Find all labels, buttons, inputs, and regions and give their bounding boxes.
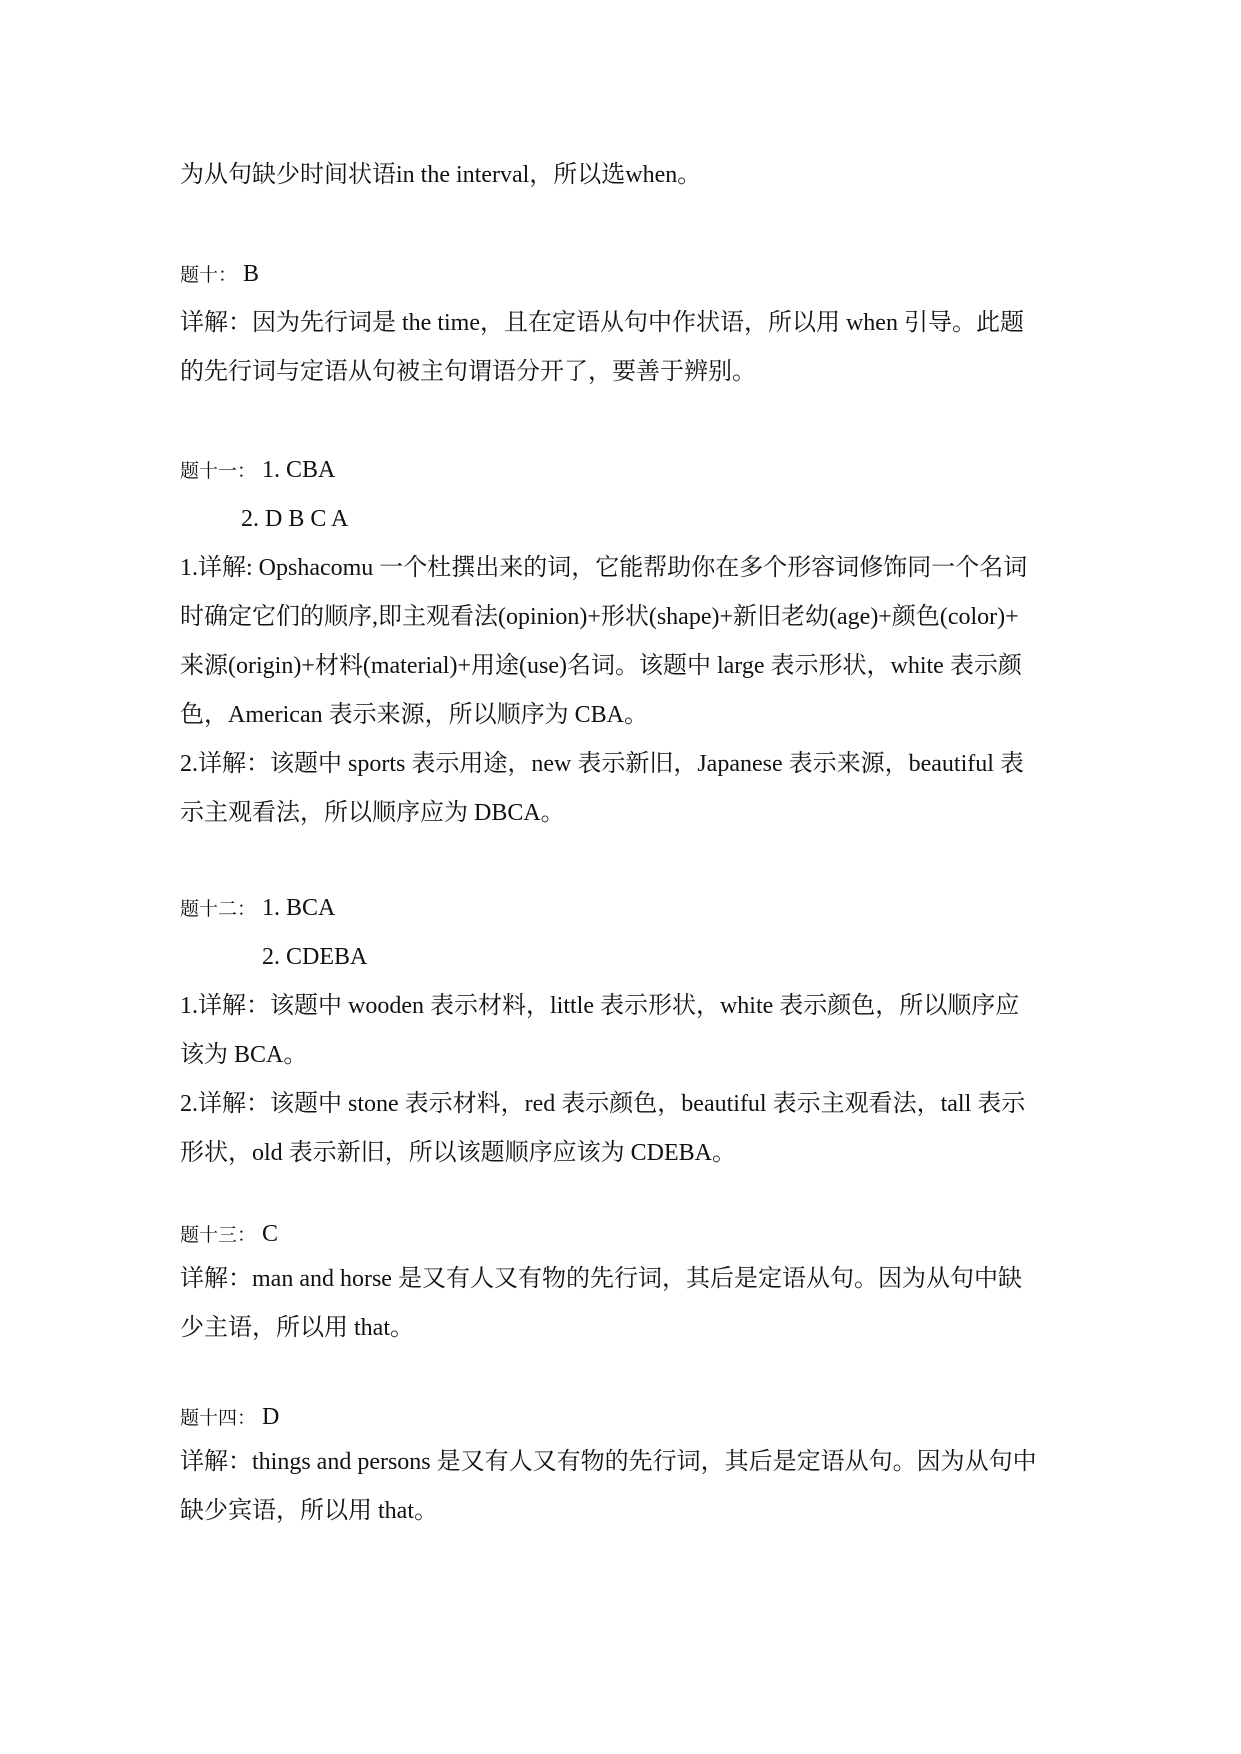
text-line: 1.详解: Opshacomu 一个杜撰出来的词，它能帮助你在多个形容词修饰同一个名词 <box>180 555 1028 581</box>
text-line: 示主观看法，所以顺序应为 DBCA。 <box>180 800 565 826</box>
question-label: 题十二： <box>180 899 257 920</box>
text-line: 为从句缺少时间状语in the interval，所以选when。 <box>180 162 702 188</box>
question-answer: 1. CBA <box>262 457 336 483</box>
question-14-header <box>180 1401 279 1435</box>
question-12-header <box>180 892 335 926</box>
text-line: 时确定它们的顺序,即主观看法(opinion)+形状(shape)+新旧老幼(age)+颜色(color)+ <box>180 604 1019 630</box>
question-answer: C <box>262 1221 279 1247</box>
question-label: 题十一： <box>180 461 257 482</box>
text-line: 形状，old 表示新旧，所以该题顺序应该为 CDEBA。 <box>180 1140 737 1166</box>
text-line: 少主语，所以用 that。 <box>180 1315 414 1341</box>
question-answer: D <box>262 1404 280 1430</box>
text-line: 色，American 表示来源，所以顺序为 CBA。 <box>180 702 648 728</box>
question-13-header <box>180 1218 278 1252</box>
text-line: 2.详解：该题中 stone 表示材料，red 表示颜色，beautiful 表示主观看法，tall 表示 <box>180 1091 1026 1117</box>
text-line: 1.详解：该题中 wooden 表示材料，little 表示形状，white 表示颜色，所以顺序应 <box>180 993 1020 1019</box>
question-answer: B <box>243 261 260 287</box>
question-11-header <box>180 454 335 488</box>
text-line: 详解：因为先行词是 the time，且在定语从句中作状语，所以用 when 引导。此题 <box>180 310 1024 336</box>
question-answer-2: 2. CDEBA <box>262 944 368 970</box>
question-label: 题十： <box>180 265 238 286</box>
question-10-header <box>180 258 259 292</box>
text-line: 2.详解：该题中 sports 表示用途，new 表示新旧，Japanese 表示来源，beautiful 表 <box>180 751 1024 777</box>
text-line: 来源(origin)+材料(material)+用途(use)名词。该题中 large 表示形状，white 表示颜 <box>180 653 1022 679</box>
text-line: 的先行词与定语从句被主句谓语分开了，要善于辨别。 <box>180 359 756 385</box>
question-answer-2: 2. D B C A <box>241 506 349 532</box>
text-line: 缺少宾语，所以用 that。 <box>180 1498 438 1524</box>
text-line: 详解：man and horse 是又有人又有物的先行词，其后是定语从句。因为从句中缺 <box>180 1266 1022 1292</box>
text-line: 详解：things and persons 是又有人又有物的先行词，其后是定语从句。因为从句中 <box>180 1449 1037 1475</box>
question-answer: 1. BCA <box>262 895 336 921</box>
text-line: 该为 BCA。 <box>180 1042 308 1068</box>
question-label: 题十三： <box>180 1225 257 1246</box>
question-label: 题十四： <box>180 1408 257 1429</box>
